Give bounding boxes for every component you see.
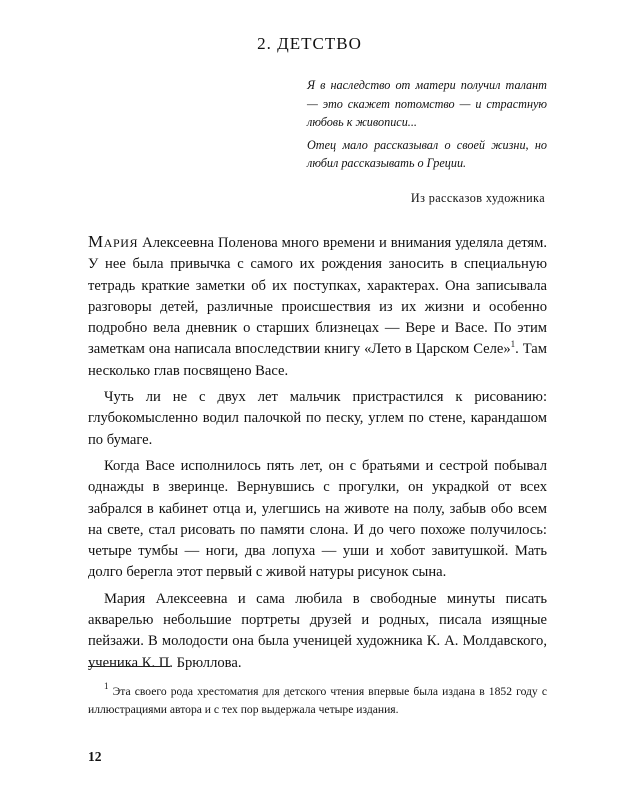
- footnote-text: Эта своего рода хрестоматия для детского чтения впервые была издана в 1852 году с иллюстрациями автора и с тех пор выдержала четыре издания.: [88, 685, 547, 716]
- epigraph-quote-1: Я в наследство от матери получил талант — это скажет потомство — и страстную любовь к живописи...: [307, 78, 547, 129]
- footnote-divider: [88, 666, 170, 667]
- paragraph-1: [88, 231, 547, 382]
- paragraph-4: Мария Алексеевна и сама любила в свободные минуты писать акварелью небольшие портреты друзей и родных, писала изящные пейзажи. В молодости она была ученицей художника К. А. Молдавского, ученика К. П. Брюллова.: [88, 590, 547, 671]
- paragraph-1-text-a: Алексеевна Поленова много времени и внимания уделяла детям. У нее была привычка с самого их рождения заносить в специальную тетрадь краткие заметки об их поступках, характерах. Она записывала разговоры детей, различные происшествия из их жизни и особенно подробно вела дневник о старших близнецах — Вере и Васе. По этим заметкам она написала впоследствии книгу «Лето в Царском Селе»: [88, 235, 547, 358]
- footnote-mark: 1: [104, 681, 109, 691]
- first-word: Мария: [88, 232, 139, 251]
- page-number: 12: [88, 749, 102, 764]
- body-text: [88, 231, 547, 674]
- footnote-reference: 1: [510, 339, 516, 350]
- epigraph: [307, 76, 547, 173]
- paragraph-1-text-b: . Там несколько глав посвящено Васе.: [88, 341, 547, 379]
- epigraph-source: Из рассказов художника: [410, 191, 545, 205]
- epigraph-quote-2: Отец мало рассказывал о своей жизни, но любил рассказывать о Греции.: [307, 137, 547, 170]
- paragraph-3: Когда Васе исполнилось пять лет, он с братьями и сестрой побывал однажды в зверинце. Вернувшись с прогулки, он украдкой от всех забрался в кабинет отца и, улегшись на животе на полу, забыв обо всем на свете, стал рисовать по памяти слона. И до чего похоже получилось: четыре тумбы — ноги, два лопуха — уши и хобот завитушкой. Мать долго берегла этот первый с живой натуры рисунок сына.: [88, 457, 547, 581]
- paragraph-2: Чуть ли не с двух лет мальчик пристрастился к рисованию: глубокомысленно водил палочкой по песку, углем по стене, карандашом по бумаге.: [88, 389, 547, 448]
- footnote: [88, 683, 547, 718]
- chapter-title: 2. ДЕТСТВО: [257, 34, 362, 53]
